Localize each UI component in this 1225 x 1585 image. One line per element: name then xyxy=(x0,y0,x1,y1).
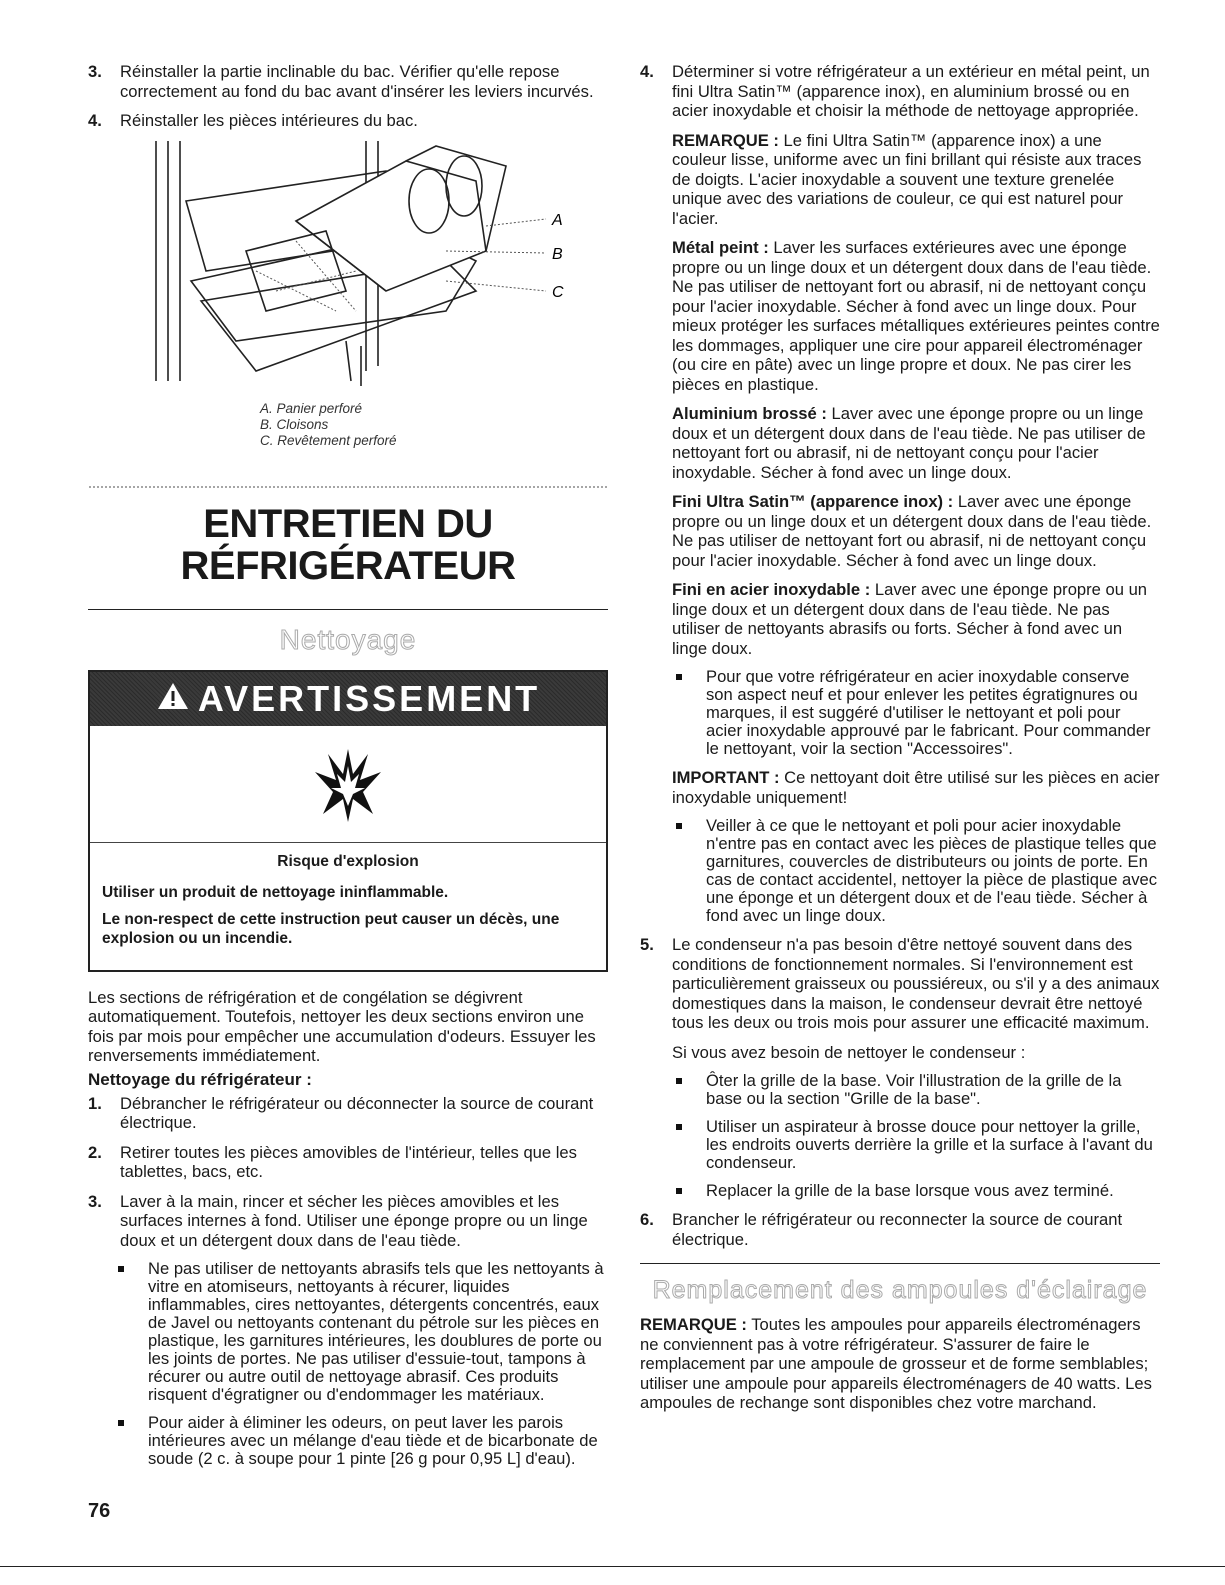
bullet-square-icon xyxy=(676,1078,682,1084)
bullet-item: Utiliser un aspirateur à brosse douce pour nettoyer la grille, les endroits ouverts derrière la grille et la surface à l'avant du condenseur. xyxy=(672,1118,1160,1172)
brushed-aluminum-paragraph: Aluminium brossé : Laver avec une éponge propre ou un linge doux et un détergent doux dans de l'eau tiède. Ne pas utiliser de nettoyant fort ou abrasif, ni de nettoyant conçu pour l'acier inoxydable. Sécher à fond avec un linge doux. xyxy=(672,404,1146,482)
divider xyxy=(88,609,608,610)
bin-drawing xyxy=(146,141,586,401)
subheading: Nettoyage du réfrigérateur : xyxy=(88,1069,312,1089)
bullet-item: Ôter la grille de la base. Voir l'illustration de la grille de la base ou la section "Grille de la base". xyxy=(672,1072,1160,1108)
warning-text: Risque d'explosion Utiliser un produit de nettoyage ininflammable. Le non-respect de cette instruction peut causer un décès, une explosion ou un incendie. xyxy=(102,852,560,947)
warning-box xyxy=(88,670,608,972)
painted-metal-paragraph: Métal peint : Laver les surfaces extérieures avec une éponge propre ou un linge doux et un détergent doux dans de l'eau tiède. Ne pas utiliser de nettoyant fort ou abrasif, ni de nettoyant conçu pour l'acier inoxydable. Sécher à fond avec un linge doux. Pour mieux protéger les surfaces métalliques extérieures peintes contre les dommages, appliquer une cire pour appareil électroménager (ou cire en pâte) avec un linge propre et doux. Ne pas cirer les pièces en plastique. xyxy=(672,238,1160,394)
label-b: B xyxy=(552,245,563,263)
bullet-square-icon xyxy=(676,1124,682,1130)
bullet-item: Replacer la grille de la base lorsque vous avez terminé. xyxy=(672,1182,1160,1200)
bulb-note-paragraph: REMARQUE : Toutes les ampoules pour appareils électroménagers ne conviennent pas à votre réfrigérateur. S'assurer de faire le remplacement par une ampoule de grosseur et de forme semblables; utiliser une ampoule pour appareils électroménagers de 40 watts. Les ampoules de rechange sont disponibles chez votre marchand. xyxy=(640,1315,1152,1412)
page-number: 76 xyxy=(88,1500,111,1522)
list-item: 4. Déterminer si votre réfrigérateur a un extérieur en métal peint, un fini Ultra Satin™ (apparence inox), en aluminium brossé ou en acier inoxydable et choisir la méthode de nettoyage appropriée. xyxy=(640,62,1150,120)
section-title: Nettoyage xyxy=(279,623,417,655)
list-item: 5. Le condenseur n'a pas besoin d'être nettoyé souvent dans des conditions de fonctionnement normales. Si l'environnement est particulièrement graisseux ou poussiéreux, ou s'il y a des animaux domestiques dans la maison, le condenseur devrait être nettoyé tous les deux ou trois mois pour assurer une efficacité maximum. xyxy=(640,935,1160,1032)
bullet-square-icon xyxy=(676,823,682,829)
dotted-divider xyxy=(88,485,608,489)
intro-paragraph: Les sections de réfrigération et de congélation se dégivrent automatiquement. Toutefois, nettoyer les deux sections environ une fois par mois pour empêcher une accumulation d'odeurs. Essuyer les renversements immédiatement. xyxy=(88,987,596,1065)
label-a: A xyxy=(552,211,563,229)
bullet-item: Ne pas utiliser de nettoyants abrasifs tels que les nettoyants à vitre en atomiseurs, nettoyants à récurer, liquides inflammables, cires nettoyantes, détergents concentrés, eaux de Javel ou nettoyants contenant du pétrole sur les pièces en plastique, les garnitures intérieures, les doublures de porte ou les joints de portes. Ne pas utiliser d'essuie-tout, tampons à récurer ou autre outil de nettoyage abrasif. Ces produits risquent d'égratigner ou d'endommager les matériaux. xyxy=(114,1260,608,1404)
crisper-bin-illustration xyxy=(146,141,608,401)
list-item: 4. Réinstaller les pièces intérieures du bac. xyxy=(88,111,418,130)
left-column xyxy=(88,62,608,1478)
stainless-paragraph: Fini en acier inoxydable : Laver avec une éponge propre ou un linge doux et un détergent doux dans de l'eau tiède. Ne pas utiliser de nettoyants abrasifs ou forts. Sécher à fond avec un linge doux. xyxy=(672,580,1148,658)
right-column xyxy=(640,62,1160,1413)
list-item: 2. Retirer toutes les pièces amovibles de l'intérieur, telles que les tablettes, bacs, etc. xyxy=(88,1142,577,1181)
bullet-square-icon xyxy=(118,1420,124,1426)
list-item: 6. Brancher le réfrigérateur ou reconnecter la source de courant électrique. xyxy=(640,1210,1123,1249)
explosion-icon xyxy=(90,726,606,843)
section-title: Remplacement des ampoules d'éclairage xyxy=(652,1276,1148,1304)
bullet-square-icon xyxy=(676,674,682,680)
list-item: 1. Débrancher le réfrigérateur ou déconnecter la source de courant électrique. xyxy=(88,1093,594,1132)
bullet-item: Pour que votre réfrigérateur en acier inoxydable conserve son aspect neuf et pour enlever les petites égratignures ou marques, il est suggéré d'utiliser le nettoyant et poli pour acier inoxydable approuvé par le fabricant. Pour commander le nettoyant, voir la section "Accessoires". xyxy=(672,668,1160,758)
warning-triangle-icon xyxy=(156,678,190,720)
warning-header: AVERTISSEMENT xyxy=(90,672,606,726)
bullet-item: Pour aider à éliminer les odeurs, on peut laver les parois intérieures avec un mélange d'eau tiède et de bicarbonate de soude (2 c. à soupe pour 1 pinte [26 g pour 0,95 L] d'eau). xyxy=(114,1414,608,1468)
ultra-satin-paragraph: Fini Ultra Satin™ (apparence inox) : Laver avec une éponge propre ou un linge doux et un détergent doux dans de l'eau tiède. Ne pas utiliser de nettoyant fort ou abrasif, ni de nettoyant conçu pour l'acier inoxydable. Sécher à fond avec un linge doux. xyxy=(672,492,1152,570)
bullet-item: Veiller à ce que le nettoyant et poli pour acier inoxydable n'entre pas en contact avec les pièces de plastique telles que garnitures, couvercles de distributeurs ou joints de porte. En cas de contact accidentel, nettoyer la pièce de plastique avec une éponge et un détergent doux et de l'eau tiède. Sécher à fond avec un linge doux. xyxy=(672,817,1160,925)
note-paragraph: REMARQUE : Le fini Ultra Satin™ (apparence inox) a une couleur lisse, uniforme avec un fini brillant qui résiste aux traces de doigts. L'acier inoxydable a souvent une texture grenelée unique avec des variations de couleur, ce qui est naturel pour l'acier. xyxy=(672,130,1142,228)
bullet-square-icon xyxy=(118,1266,124,1272)
important-paragraph: IMPORTANT : Ce nettoyant doit être utilisé sur les pièces en acier inoxydable uniquement! xyxy=(672,768,1160,807)
divider xyxy=(640,1263,1160,1264)
list-item: 3. Réinstaller la partie inclinable du bac. Vérifier qu'elle repose correctement au fond du bac avant d'insérer les leviers incurvés. xyxy=(88,62,594,101)
page-title: ENTRETIEN DU RÉFRIGÉRATEUR xyxy=(180,501,516,588)
bullet-square-icon xyxy=(676,1188,682,1194)
label-c: C xyxy=(552,283,564,301)
figure-caption: A. Panier perforé B. Cloisons C. Revêtement perforé xyxy=(260,400,397,448)
condenser-note: Si vous avez besoin de nettoyer le condenseur : xyxy=(672,1042,1026,1062)
bottom-rule xyxy=(0,1566,1225,1567)
list-item: 3. Laver à la main, rincer et sécher les pièces amovibles et les surfaces internes à fond. Utiliser une éponge propre ou un linge doux et un détergent doux dans de l'eau tiède. xyxy=(88,1191,588,1250)
